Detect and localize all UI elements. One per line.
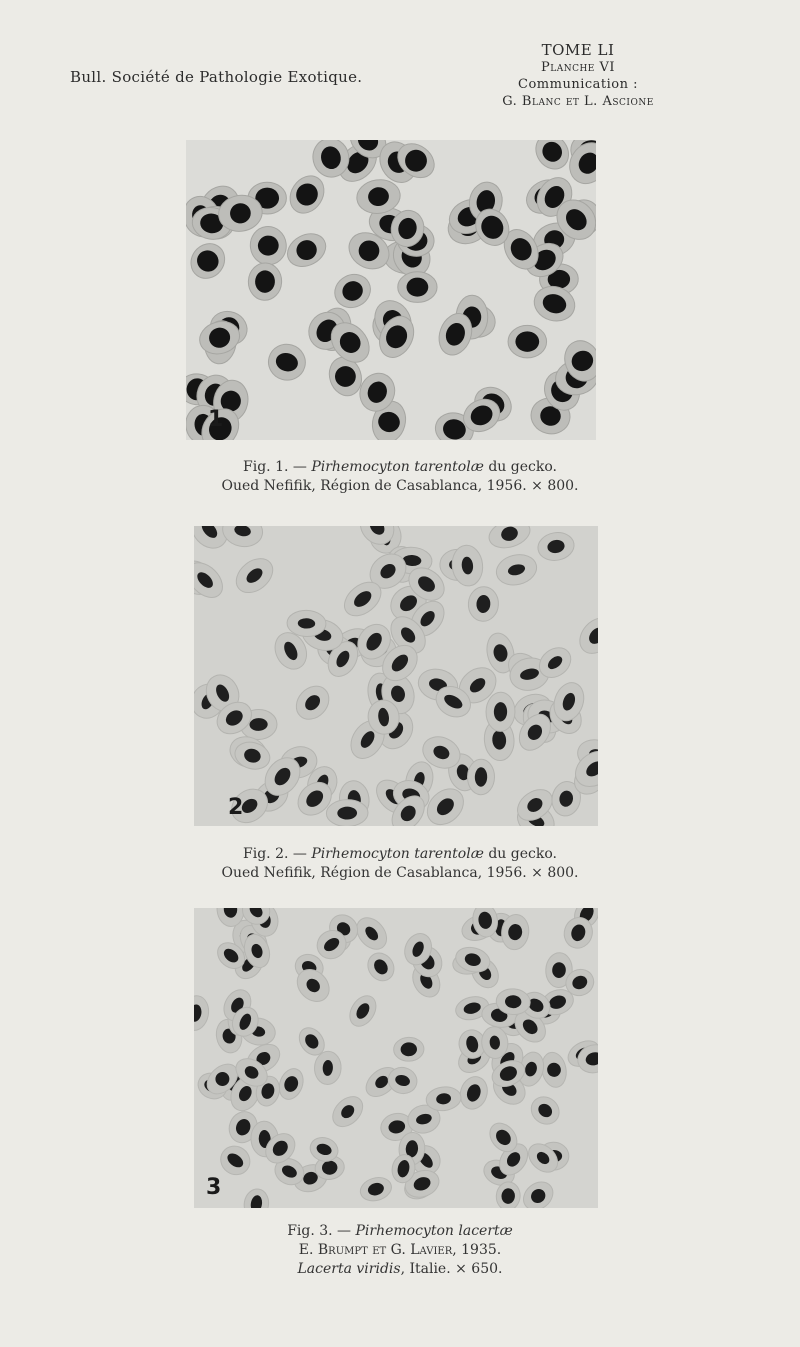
authors-label: G. Blanc et L. Ascione [502,94,654,109]
figure-number-1: 1 [208,407,224,432]
figure-3-caption-line1 [150,1222,650,1241]
fig2-prefix: Fig. 2. — [243,846,312,862]
fig2-species: Pirhemocyton tarentolæ [311,846,484,862]
figure-3-caption-line2: E. Brumpt et G. Lavier, 1935. [298,1242,502,1258]
fig1-suffix: du gecko. [483,459,557,475]
journal-title: Bull. Société de Pathologie Exotique. [70,68,363,86]
micrograph-figure-2 [194,526,598,826]
tome-label: TOME LI [541,41,615,59]
figure-1-caption-line1 [150,458,650,477]
figure-1-caption-line2: Oued Nefifik, Région de Casablanca, 1956. × 800. [221,478,579,494]
micrograph-figure-1 [186,140,596,440]
planche-label: Planche VI [540,60,616,75]
fig1-species: Pirhemocyton tarentolæ [311,459,484,475]
figure-number-2: 2 [228,795,244,820]
fig1-prefix: Fig. 1. — [243,459,312,475]
fig3-host: Lacerta viridis [297,1261,401,1277]
figure-3-caption [150,1222,650,1279]
fig2-suffix: du gecko. [483,846,557,862]
figure-1-caption [150,458,650,496]
micrograph-3-image [194,908,598,1208]
fig3-species: Pirhemocyton lacertæ [355,1223,513,1239]
micrograph-figure-3 [194,908,598,1208]
figure-2-caption-line1 [150,845,650,864]
figure-3-caption-line3 [150,1260,650,1279]
figure-2-caption [150,845,650,883]
communication-label: Communication : [518,77,638,92]
figure-number-3: 3 [206,1175,222,1200]
fig3-host-rest: , Italie. × 650. [400,1261,503,1277]
fig3-prefix: Fig. 3. — [287,1223,356,1239]
micrograph-2-image [194,526,598,826]
micrograph-1-image [186,140,596,440]
plate-header [448,42,708,110]
figure-2-caption-line2: Oued Nefifik, Région de Casablanca, 1956. × 800. [221,865,579,881]
